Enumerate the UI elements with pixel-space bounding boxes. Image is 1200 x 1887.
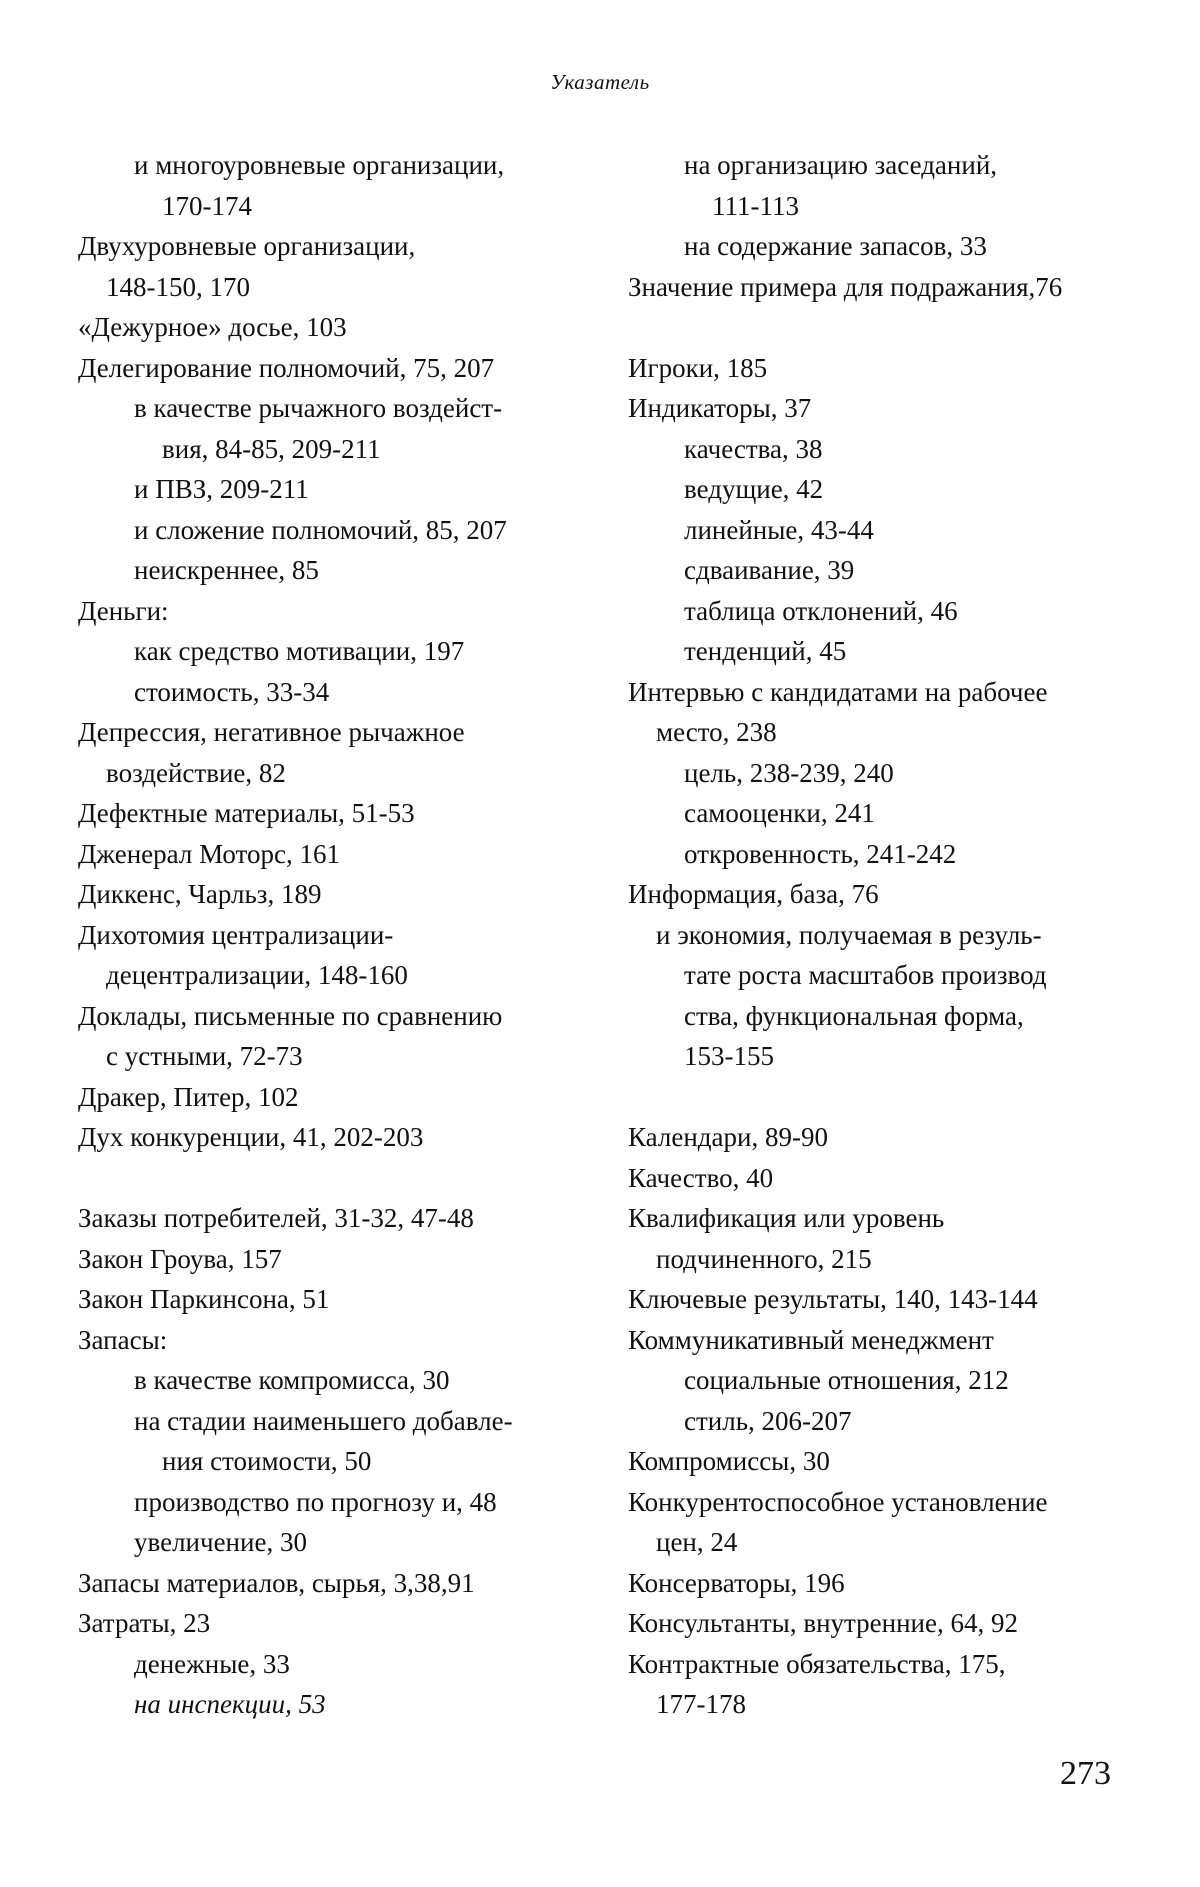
index-entry: Закон Гроува, 157 (78, 1243, 282, 1274)
index-entry: подчиненного, 215 (656, 1243, 872, 1274)
index-entry: на содержание запасов, 33 (684, 231, 987, 261)
index-entry: Доклады, письменные по сравнению (78, 1000, 503, 1031)
index-entry: Консультанты, внутренние, 64, 92 (628, 1608, 1018, 1638)
index-entry: Ключевые результаты, 140, 143-144 (628, 1284, 1038, 1314)
index-spacer (78, 1158, 598, 1199)
index-entry: вия, 84-85, 209-211 (162, 433, 381, 464)
running-header: Указатель (550, 70, 650, 94)
index-entry: и экономия, получаемая в резуль- (656, 919, 1042, 950)
index-entry: Индикаторы, 37 (628, 393, 812, 423)
index-entry: Делегирование полномочий, 75, 207 (78, 352, 495, 383)
index-entry: Интервью с кандидатами на рабочее (628, 676, 1048, 707)
index-entry: на организацию заседаний, (684, 150, 998, 180)
index-entry: Компромиссы, 30 (628, 1446, 830, 1476)
index-entry: увеличение, 30 (134, 1527, 307, 1557)
index-entry: 170-174 (162, 190, 252, 221)
index-entry: таблица отклонений, 46 (684, 595, 958, 626)
index-entry: Дженерал Моторс, 161 (78, 838, 340, 869)
index-entry: с устными, 72-73 (106, 1041, 303, 1071)
index-entry: 111-113 (712, 190, 799, 221)
index-entry: Запасы материалов, сырья, 3,38,91 (78, 1567, 475, 1598)
index-entry: откровенность, 241-242 (684, 838, 957, 869)
index-entry: стоимость, 33-34 (134, 676, 330, 707)
index-entry: Календари, 89-90 (628, 1122, 828, 1152)
index-entry: цен, 24 (656, 1527, 738, 1557)
index-entry: как средство мотивации, 197 (134, 636, 465, 666)
index-entry: ства, функциональная форма, (684, 1000, 1024, 1031)
index-entry: на инспекции, 53 (134, 1689, 326, 1719)
index-spacer (628, 1077, 1148, 1118)
index-entry: на стадии наименьшего добавле- (134, 1405, 513, 1436)
index-entry: Игроки, 185 (628, 352, 768, 383)
index-entry: качества, 38 (684, 433, 823, 464)
index-entry: Контрактные обязательства, 175, (628, 1648, 1006, 1679)
index-entry: децентрализации, 148-160 (106, 960, 408, 990)
index-entry: тате роста масштабов производ (684, 960, 1047, 990)
index-entry: тенденций, 45 (684, 636, 847, 666)
index-entry: неискреннее, 85 (134, 555, 319, 585)
index-entry: ведущие, 42 (684, 474, 824, 504)
index-entry: самооценки, 241 (684, 798, 875, 828)
index-entry: Консерваторы, 196 (628, 1567, 845, 1598)
index-entry: Качество, 40 (628, 1162, 774, 1193)
index-entry: Информация, база, 76 (628, 879, 879, 909)
index-entry: социальные отношения, 212 (684, 1365, 1009, 1395)
index-entry: Двухуровневые организации, (78, 231, 416, 261)
index-entry: Диккенс, Чарльз, 189 (78, 879, 322, 909)
index-entry: Дух конкуренции, 41, 202-203 (78, 1122, 424, 1152)
index-entry: Дефектные материалы, 51-53 (78, 798, 415, 828)
index-entry: Значение примера для подражания,76 (628, 271, 1063, 302)
index-entry: 153-155 (684, 1041, 774, 1071)
page-number: 273 (1060, 1755, 1111, 1792)
index-entry: и ПВЗ, 209-211 (134, 474, 309, 504)
index-entry: линейные, 43-44 (684, 514, 874, 545)
index-entry: Закон Паркинсона, 51 (78, 1284, 330, 1314)
index-entry: 177-178 (656, 1689, 746, 1719)
index-entry: стиль, 206-207 (684, 1405, 852, 1436)
index-entry: Запасы: (78, 1324, 168, 1355)
index-entry: денежные, 33 (134, 1648, 290, 1679)
index-entry: Конкурентоспособное установление (628, 1486, 1048, 1517)
index-entry: сдваивание, 39 (684, 555, 855, 585)
index-spacer (628, 307, 1148, 348)
index-entry: Дихотомия централизации- (78, 919, 394, 950)
index-column-left (78, 145, 598, 1725)
index-entry: 148-150, 170 (106, 271, 250, 302)
index-column-right (628, 145, 1148, 1725)
index-entry: Затраты, 23 (78, 1608, 211, 1638)
index-entry: и сложение полномочий, 85, 207 (134, 514, 507, 545)
index-entry: цель, 238-239, 240 (684, 757, 894, 788)
index-entry: Коммуникативный менеджмент (628, 1324, 994, 1355)
index-entry: Квалификация или уровень (628, 1203, 945, 1233)
index-entry: Заказы потребителей, 31-32, 47-48 (78, 1203, 474, 1233)
index-entry: место, 238 (656, 717, 777, 747)
index-entry: воздействие, 82 (106, 757, 286, 788)
index-entry: Депрессия, негативное рычажное (78, 717, 465, 747)
index-entry: в качестве рычажного воздейст- (134, 393, 503, 423)
index-entry: в качестве компромисса, 30 (134, 1365, 450, 1395)
index-entry: Дракер, Питер, 102 (78, 1081, 299, 1112)
index-entry: Деньги: (78, 595, 169, 626)
index-entry: и многоуровневые организации, (134, 150, 505, 180)
index-entry: «Дежурное» досье, 103 (78, 312, 347, 342)
index-entry: производство по прогнозу и, 48 (134, 1486, 497, 1517)
index-entry: ния стоимости, 50 (162, 1446, 372, 1476)
